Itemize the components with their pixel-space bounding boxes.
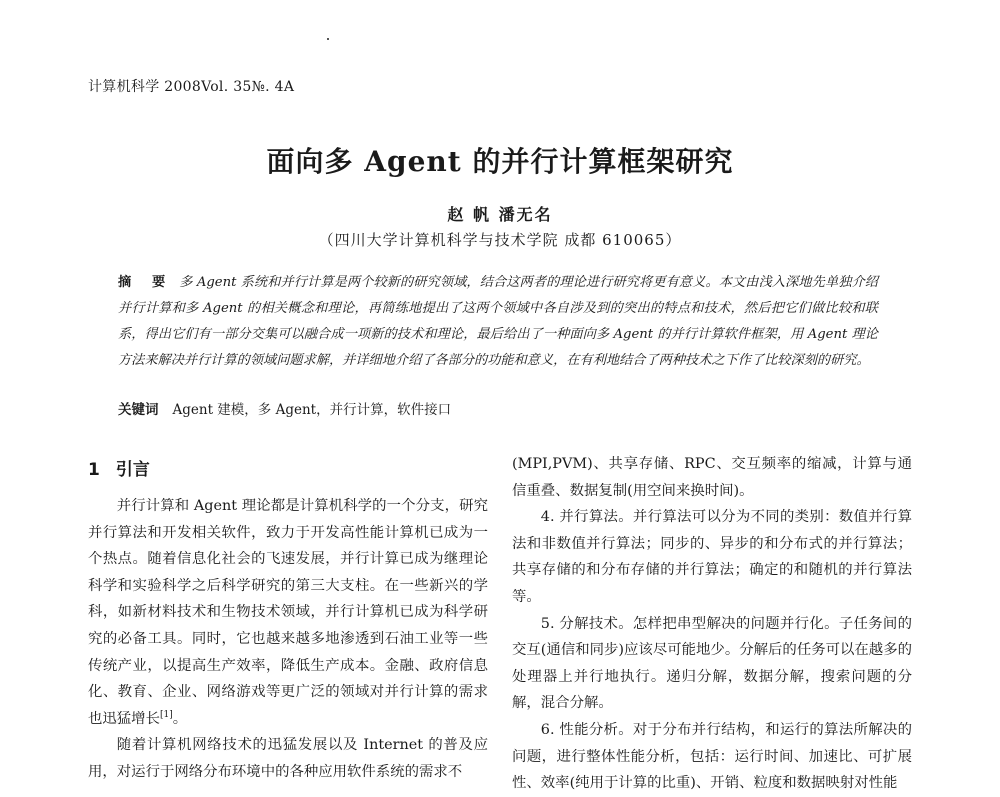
paper-title: 面向多 Agent 的并行计算框架研究 <box>266 145 734 178</box>
section-number: 1 <box>88 460 100 480</box>
list-item: 4. 并行算法。并行算法可以分为不同的类别：数值并行算法和非数值并行算法；同步的、异步的和分布式的并行算法；共享存储的和分布存储的并行算法；确定的和随机的并行算法等。 <box>512 509 912 605</box>
section-title: 引言 <box>115 460 150 480</box>
keywords-label: 关键词 <box>118 402 159 418</box>
abstract-text: 多 Agent 系统和并行计算是两个较新的研究领域，结合这两者的理论进行研究将更有意义。本文由浅入深地先单独介绍并行计算和多 Agent 的相关概念和理论，再简练地提出了这两个领域中各自涉及到的突出的特点和技术，然后把它们做比较和联系，得出它们有一部分交集可以融合成一项新的技术和理论，最后给出了一种面向多 Agent 的并行计算软件框架，用 Agent 理论方法来解决并行计算的领域问题求解，并详细地介绍了各部分的功能和意义，在有利地结合了两种技术之下作了比较深刻的研究。 <box>118 275 878 368</box>
paragraph-end: 。 <box>172 710 188 727</box>
keywords-text: Agent 建模，多 Agent，并行计算，软件接口 <box>172 402 452 418</box>
paragraph <box>88 493 488 732</box>
journal-header: 计算机科学 2008Vol. 35№. 4A <box>88 79 295 95</box>
paragraph: 随着计算机网络技术的迅猛发展以及 Internet 的普及应用，对运行于网络分布环境中的各种应用软件系统的需求不 <box>88 737 488 780</box>
list-item: 6. 性能分析。对于分布并行结构，和运行的算法所解决的问题，进行整体性能分析，包括：运行时间、加速比、可扩展性、效率(纯用于计算的比重)、开销、粒度和数据映射对性能 <box>512 721 912 792</box>
abstract-label: 摘 要 <box>118 275 174 290</box>
left-column <box>88 493 488 786</box>
paragraph-text: 并行计算和 Agent 理论都是计算机科学的一个分支，研究并行算法和开发相关软件，致力于开发高性能计算机已成为一个热点。随着信息化社会的飞速发展，并行计算已成为继理论科学和实验科学之后科学研究的第三大支柱。在一些新兴的学科，如新材料技术和生物技术领域，并行计算机已成为科学研究的必备工具。同时，它也越来越多地渗透到石油工业等一些传统产业，以提高生产效率，降低生产成本。金融、政府信息化、教育、企业、网络游戏等更广泛的领域对并行计算的需求也迅猛增长 <box>88 498 488 727</box>
list-item: 5. 分解技术。怎样把串型解决的问题并行化。子任务间的交互(通信和同步)应该尽可能地少。分解后的任务可以在越多的处理器上并行地执行。递归分解，数据分解，搜索问题的分解，混合分解。 <box>512 615 912 712</box>
section-heading <box>88 455 150 480</box>
right-column <box>512 451 912 797</box>
paragraph-continued: (MPI,PVM)、共享存储、RPC、交互频率的缩减，计算与通信重叠、数据复制(用空间来换时间)。 <box>512 456 912 499</box>
citation-ref: [1] <box>159 709 173 720</box>
author-affiliation: （四川大学计算机科学与技术学院 成都 610065） <box>318 231 682 249</box>
scan-speck <box>327 38 329 40</box>
keywords-block <box>118 398 878 422</box>
abstract-block <box>118 270 878 374</box>
author-names: 赵 帆 潘无名 <box>447 205 553 224</box>
